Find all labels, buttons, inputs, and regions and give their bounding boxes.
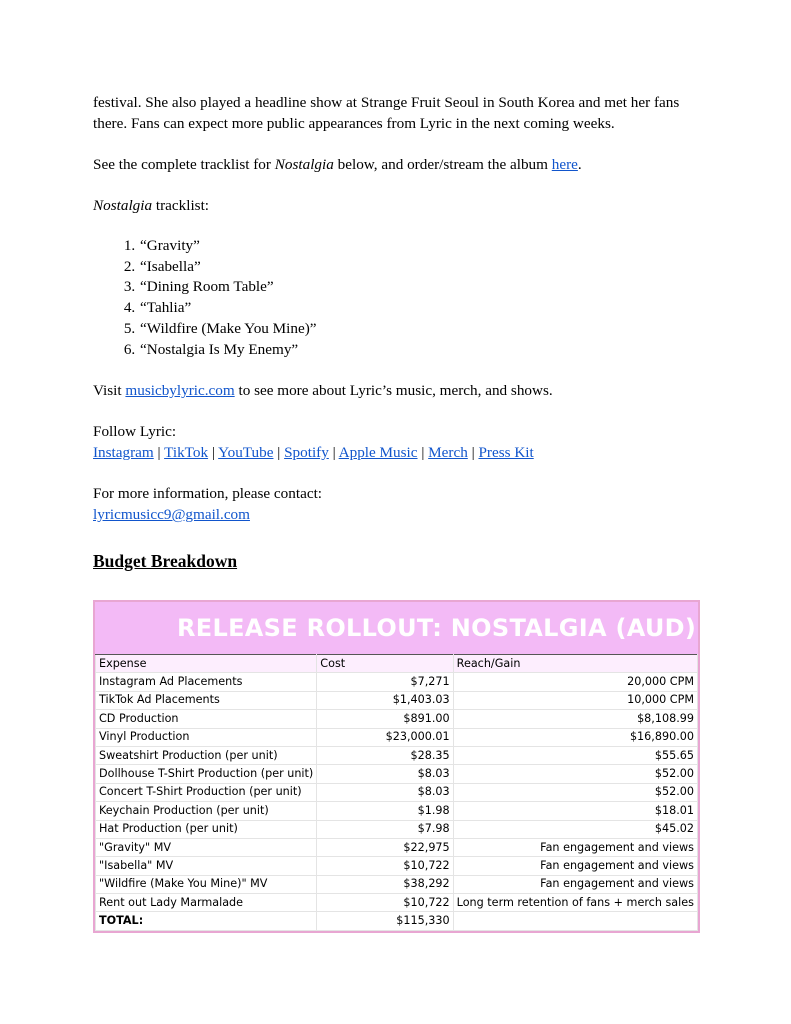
contact-label: For more information, please contact: [93, 485, 323, 503]
link-separator: | [328, 444, 339, 462]
reach-cell: $52.00 [453, 765, 697, 783]
reach-cell: $52.00 [453, 783, 697, 801]
expense-cell: TikTok Ad Placements [96, 691, 317, 709]
table-header-row [96, 655, 698, 673]
expense-cell: Vinyl Production [96, 728, 317, 746]
reach-cell: $16,890.00 [453, 728, 697, 746]
expense-cell: "Isabella" MV [96, 857, 317, 875]
sheet-banner: RELEASE ROLLOUT: NOSTALGIA (AUD) [95, 602, 698, 654]
table-row [96, 783, 698, 801]
website-link[interactable]: musicbylyric.com [125, 382, 235, 400]
follow-label: Follow Lyric: [93, 423, 177, 441]
tracklist-sentence-post: . [577, 156, 582, 173]
visit-pre: Visit [93, 382, 126, 400]
reach-cell: $8,108.99 [453, 710, 697, 728]
table-row [96, 710, 698, 728]
cost-cell: $7,271 [317, 673, 453, 691]
expense-cell: "Gravity" MV [96, 838, 317, 856]
cost-cell: $8.03 [317, 765, 453, 783]
cost-cell: $1,403.03 [317, 691, 453, 709]
cost-cell: $7.98 [317, 820, 453, 838]
cost-cell: $23,000.01 [317, 728, 453, 746]
contact-email-link[interactable]: lyricmusicc9@gmail.com [93, 506, 250, 524]
header-expense: Expense [96, 655, 317, 673]
track-item: 4. “Tahlia” [139, 298, 713, 319]
cost-cell: $22,975 [317, 838, 453, 856]
reach-cell: $55.65 [453, 746, 697, 764]
table-row [96, 894, 698, 912]
album-title: Nostalgia [274, 156, 334, 173]
press-kit-link[interactable]: Press Kit [478, 444, 534, 462]
budget-table [95, 654, 698, 931]
intro-line-1: festival. She also played a headline show at Strange Fruit Seoul in South Korea and met her fans [93, 94, 680, 111]
table-row [96, 857, 698, 875]
spotify-link[interactable]: Spotify [284, 444, 329, 462]
expense-cell: CD Production [96, 710, 317, 728]
link-separator: | [417, 444, 429, 462]
intro-paragraph [93, 92, 713, 134]
track-item: 5. “Wildfire (Make You Mine)” [139, 319, 713, 340]
tiktok-link[interactable]: TikTok [164, 444, 209, 462]
budget-heading: Budget Breakdown [93, 551, 238, 571]
table-row [96, 765, 698, 783]
visit-post: to see more about Lyric’s music, merch, and shows. [234, 382, 553, 400]
header-reach: Reach/Gain [453, 655, 697, 673]
reach-cell: 10,000 CPM [453, 691, 697, 709]
reach-cell: Fan engagement and views [453, 838, 697, 856]
reach-cell: $18.01 [453, 802, 697, 820]
expense-cell: Dollhouse T-Shirt Production (per unit) [96, 765, 317, 783]
tracklist-sentence-mid: below, and order/stream the album [333, 156, 552, 173]
reach-cell: 20,000 CPM [453, 673, 697, 691]
table-row [96, 728, 698, 746]
budget-spreadsheet [93, 600, 700, 933]
total-cost: $115,330 [317, 912, 453, 930]
merch-link[interactable]: Merch [428, 444, 468, 462]
press-release-body [93, 92, 713, 545]
visit-paragraph [93, 380, 713, 401]
track-item: 3. “Dining Room Table” [139, 277, 713, 298]
expense-cell: Concert T-Shirt Production (per unit) [96, 783, 317, 801]
link-separator: | [208, 444, 219, 462]
expense-cell: "Wildfire (Make You Mine)" MV [96, 875, 317, 893]
cost-cell: $10,722 [317, 894, 453, 912]
instagram-link[interactable]: Instagram [93, 444, 154, 462]
link-separator: | [153, 444, 165, 462]
header-cost: Cost [317, 655, 453, 673]
link-separator: | [273, 444, 285, 462]
reach-cell: Fan engagement and views [453, 875, 697, 893]
youtube-link[interactable]: YouTube [218, 444, 274, 462]
link-separator: | [467, 444, 479, 462]
tracklist-sentence-pre: See the complete tracklist for [93, 156, 275, 173]
table-row [96, 820, 698, 838]
intro-line-2: there. Fans can expect more public appearances from Lyric in the next coming weeks. [93, 115, 615, 132]
table-row [96, 802, 698, 820]
cost-cell: $8.03 [317, 783, 453, 801]
cost-cell: $38,292 [317, 875, 453, 893]
reach-cell: Long term retention of fans + merch sales [453, 894, 697, 912]
tracklist-heading-rest: tracklist: [152, 197, 210, 214]
tracklist-sentence [93, 154, 713, 175]
table-row [96, 746, 698, 764]
apple-music-link[interactable]: Apple Music [338, 444, 418, 462]
expense-cell: Sweatshirt Production (per unit) [96, 746, 317, 764]
track-item: 1. “Gravity” [139, 236, 713, 257]
tracklist [93, 236, 713, 360]
expense-cell: Rent out Lady Marmalade [96, 894, 317, 912]
table-row [96, 673, 698, 691]
tracklist-heading [93, 195, 713, 216]
cost-cell: $891.00 [317, 710, 453, 728]
order-album-link[interactable]: here [551, 156, 578, 173]
expense-cell: Instagram Ad Placements [96, 673, 317, 691]
cost-cell: $28.35 [317, 746, 453, 764]
cost-cell: $10,722 [317, 857, 453, 875]
contact-paragraph [93, 483, 713, 525]
follow-paragraph [93, 421, 713, 463]
reach-cell: Fan engagement and views [453, 857, 697, 875]
reach-cell: $45.02 [453, 820, 697, 838]
total-label: TOTAL: [96, 912, 317, 930]
table-row [96, 875, 698, 893]
total-reach [453, 912, 697, 930]
table-row [96, 838, 698, 856]
table-row [96, 691, 698, 709]
cost-cell: $1.98 [317, 802, 453, 820]
expense-cell: Keychain Production (per unit) [96, 802, 317, 820]
track-item: 6. “Nostalgia Is My Enemy” [139, 340, 713, 361]
expense-cell: Hat Production (per unit) [96, 820, 317, 838]
track-item: 2. “Isabella” [139, 257, 713, 278]
total-row [96, 912, 698, 930]
tracklist-heading-album: Nostalgia [93, 197, 153, 214]
